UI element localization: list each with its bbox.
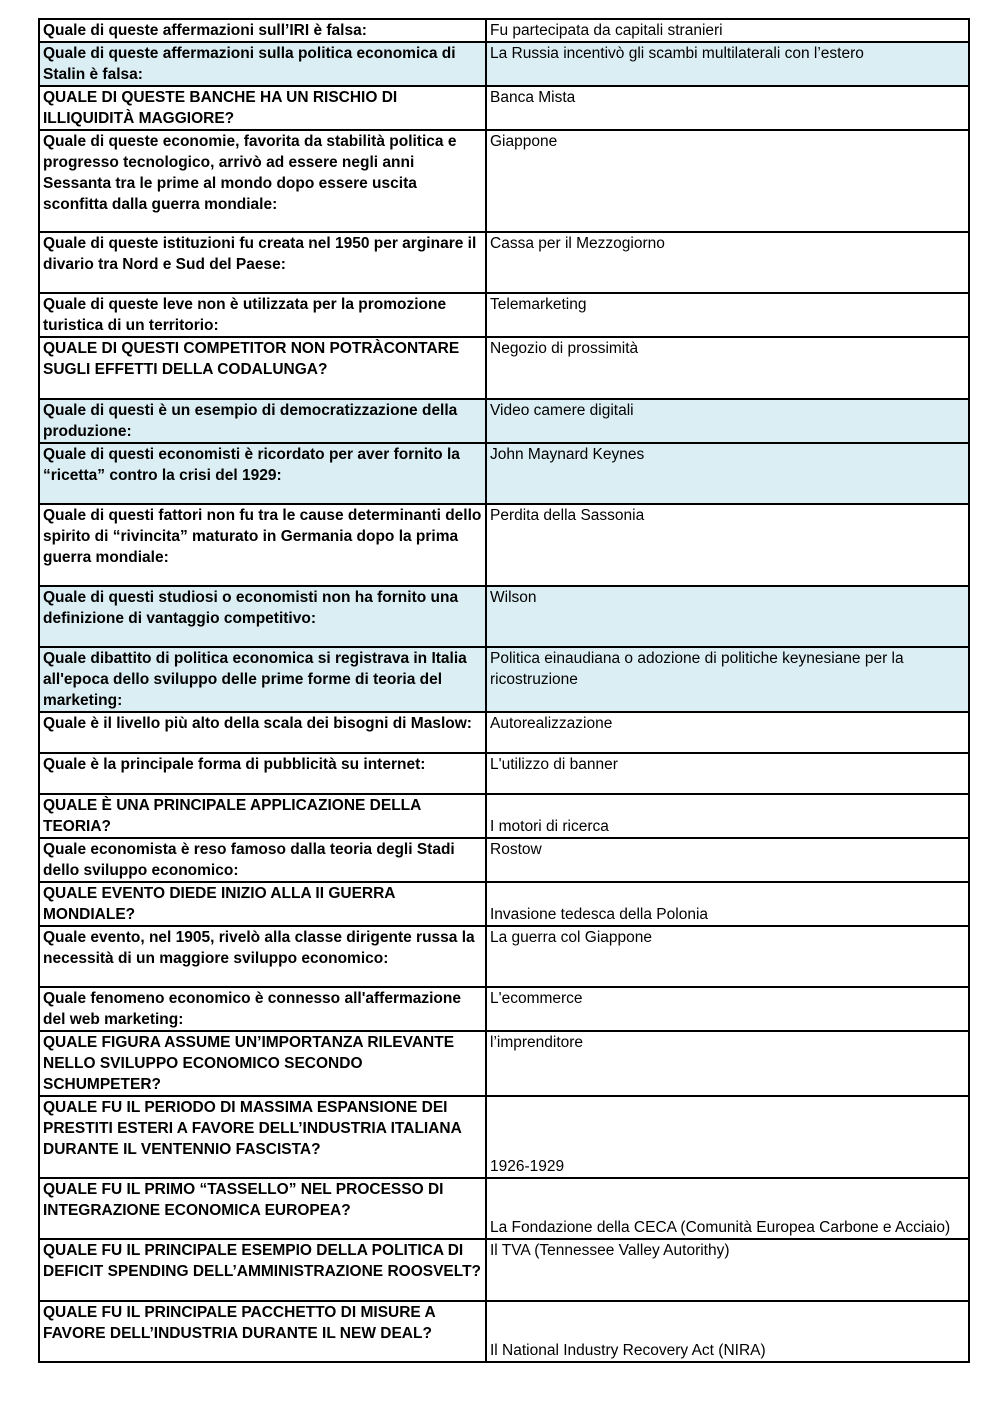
answer-cell: La Fondazione della CECA (Comunità Europea Carbone e Acciaio) bbox=[486, 1178, 969, 1239]
question-cell: QUALE È UNA PRINCIPALE APPLICAZIONE DELLA TEORIA? bbox=[39, 794, 486, 838]
answer-cell: Il TVA (Tennessee Valley Autorithy) bbox=[486, 1239, 969, 1301]
question-cell: Quale di questi è un esempio di democratizzazione della produzione: bbox=[39, 399, 486, 443]
question-cell: Quale economista è reso famoso dalla teoria degli Stadi dello sviluppo economico: bbox=[39, 838, 486, 882]
question-cell: QUALE FU IL PRINCIPALE PACCHETTO DI MISURE A FAVORE DELL’INDUSTRIA DURANTE IL NEW DEAL? bbox=[39, 1301, 486, 1362]
question-cell: Quale è il livello più alto della scala dei bisogni di Maslow: bbox=[39, 712, 486, 753]
answer-cell: L'utilizzo di banner bbox=[486, 753, 969, 794]
answer-cell: L'ecommerce bbox=[486, 987, 969, 1031]
question-cell: Quale di questi fattori non fu tra le cause determinanti dello spirito di “rivincita” maturato in Germania dopo la prima guerra mondiale: bbox=[39, 504, 486, 586]
question-cell: Quale dibattito di politica economica si registrava in Italia all'epoca dello sviluppo delle prime forme di teoria del marketing: bbox=[39, 647, 486, 712]
table-row bbox=[39, 19, 969, 42]
table-row bbox=[39, 1096, 969, 1178]
question-cell: Quale di questi studiosi o economisti non ha fornito una definizione di vantaggio competitivo: bbox=[39, 586, 486, 647]
answer-cell: Invasione tedesca della Polonia bbox=[486, 882, 969, 926]
answer-cell: La guerra col Giappone bbox=[486, 926, 969, 987]
question-cell: QUALE DI QUESTE BANCHE HA UN RISCHIO DI ILLIQUIDITÀ MAGGIORE? bbox=[39, 86, 486, 130]
answer-cell: Video camere digitali bbox=[486, 399, 969, 443]
table-row bbox=[39, 337, 969, 399]
question-cell: Quale di queste leve non è utilizzata per la promozione turistica di un territorio: bbox=[39, 293, 486, 337]
table-row bbox=[39, 838, 969, 882]
table-row bbox=[39, 399, 969, 443]
question-cell: Quale è la principale forma di pubblicità su internet: bbox=[39, 753, 486, 794]
answer-cell: I motori di ricerca bbox=[486, 794, 969, 838]
question-cell: Quale di questi economisti è ricordato per aver fornito la “ricetta” contro la crisi del 1929: bbox=[39, 443, 486, 504]
answer-cell: La Russia incentivò gli scambi multilaterali con l’estero bbox=[486, 42, 969, 86]
table-row bbox=[39, 232, 969, 293]
table-row bbox=[39, 926, 969, 987]
question-cell: QUALE EVENTO DIEDE INIZIO ALLA II GUERRA MONDIALE? bbox=[39, 882, 486, 926]
answer-cell: 1926-1929 bbox=[486, 1096, 969, 1178]
table-row bbox=[39, 293, 969, 337]
question-cell: QUALE FU IL PRIMO “TASSELLO” NEL PROCESSO DI INTEGRAZIONE ECONOMICA EUROPEA? bbox=[39, 1178, 486, 1239]
question-cell: QUALE FU IL PRINCIPALE ESEMPIO DELLA POLITICA DI DEFICIT SPENDING DELL’AMMINISTRAZIONE ROOSVELT? bbox=[39, 1239, 486, 1301]
table-row bbox=[39, 794, 969, 838]
table-row bbox=[39, 1031, 969, 1096]
answer-cell: Politica einaudiana o adozione di politiche keynesiane per la ricostruzione bbox=[486, 647, 969, 712]
question-cell: Quale di queste istituzioni fu creata nel 1950 per arginare il divario tra Nord e Sud del Paese: bbox=[39, 232, 486, 293]
answer-cell: Il National Industry Recovery Act (NIRA) bbox=[486, 1301, 969, 1362]
question-cell: QUALE FU IL PERIODO DI MASSIMA ESPANSIONE DEI PRESTITI ESTERI A FAVORE DELL’INDUSTRIA ITALIANA DURANTE IL VENTENNIO FASCISTA? bbox=[39, 1096, 486, 1178]
table-row bbox=[39, 987, 969, 1031]
table-row bbox=[39, 443, 969, 504]
question-cell: Quale di queste economie, favorita da stabilità politica e progresso tecnologico, arrivò ad essere negli anni Sessanta tra le prime al mondo dopo essere uscita sconfitta dalla guerra mondiale: bbox=[39, 130, 486, 232]
answer-cell: Fu partecipata da capitali stranieri bbox=[486, 19, 969, 42]
table-row bbox=[39, 882, 969, 926]
answer-cell: Autorealizzazione bbox=[486, 712, 969, 753]
qa-table bbox=[38, 18, 970, 1363]
answer-cell: Cassa per il Mezzogiorno bbox=[486, 232, 969, 293]
answer-cell: Negozio di prossimità bbox=[486, 337, 969, 399]
table-row bbox=[39, 647, 969, 712]
question-cell: Quale di queste affermazioni sull’IRI è falsa: bbox=[39, 19, 486, 42]
answer-cell: John Maynard Keynes bbox=[486, 443, 969, 504]
table-row bbox=[39, 1239, 969, 1301]
answer-cell: Telemarketing bbox=[486, 293, 969, 337]
table-row bbox=[39, 712, 969, 753]
answer-cell: l’imprenditore bbox=[486, 1031, 969, 1096]
answer-cell: Giappone bbox=[486, 130, 969, 232]
answer-cell: Rostow bbox=[486, 838, 969, 882]
question-cell: QUALE DI QUESTI COMPETITOR NON POTRÀCONTARE SUGLI EFFETTI DELLA CODALUNGA? bbox=[39, 337, 486, 399]
table-row bbox=[39, 42, 969, 86]
table-row bbox=[39, 1178, 969, 1239]
table-row bbox=[39, 753, 969, 794]
answer-cell: Perdita della Sassonia bbox=[486, 504, 969, 586]
question-cell: Quale fenomeno economico è connesso all'affermazione del web marketing: bbox=[39, 987, 486, 1031]
question-cell: Quale evento, nel 1905, rivelò alla classe dirigente russa la necessità di un maggiore sviluppo economico: bbox=[39, 926, 486, 987]
table-row bbox=[39, 86, 969, 130]
table-row bbox=[39, 586, 969, 647]
question-cell: QUALE FIGURA ASSUME UN’IMPORTANZA RILEVANTE NELLO SVILUPPO ECONOMICO SECONDO SCHUMPETER? bbox=[39, 1031, 486, 1096]
answer-cell: Wilson bbox=[486, 586, 969, 647]
table-row bbox=[39, 130, 969, 232]
table-row bbox=[39, 1301, 969, 1362]
answer-cell: Banca Mista bbox=[486, 86, 969, 130]
question-cell: Quale di queste affermazioni sulla politica economica di Stalin è falsa: bbox=[39, 42, 486, 86]
table-row bbox=[39, 504, 969, 586]
